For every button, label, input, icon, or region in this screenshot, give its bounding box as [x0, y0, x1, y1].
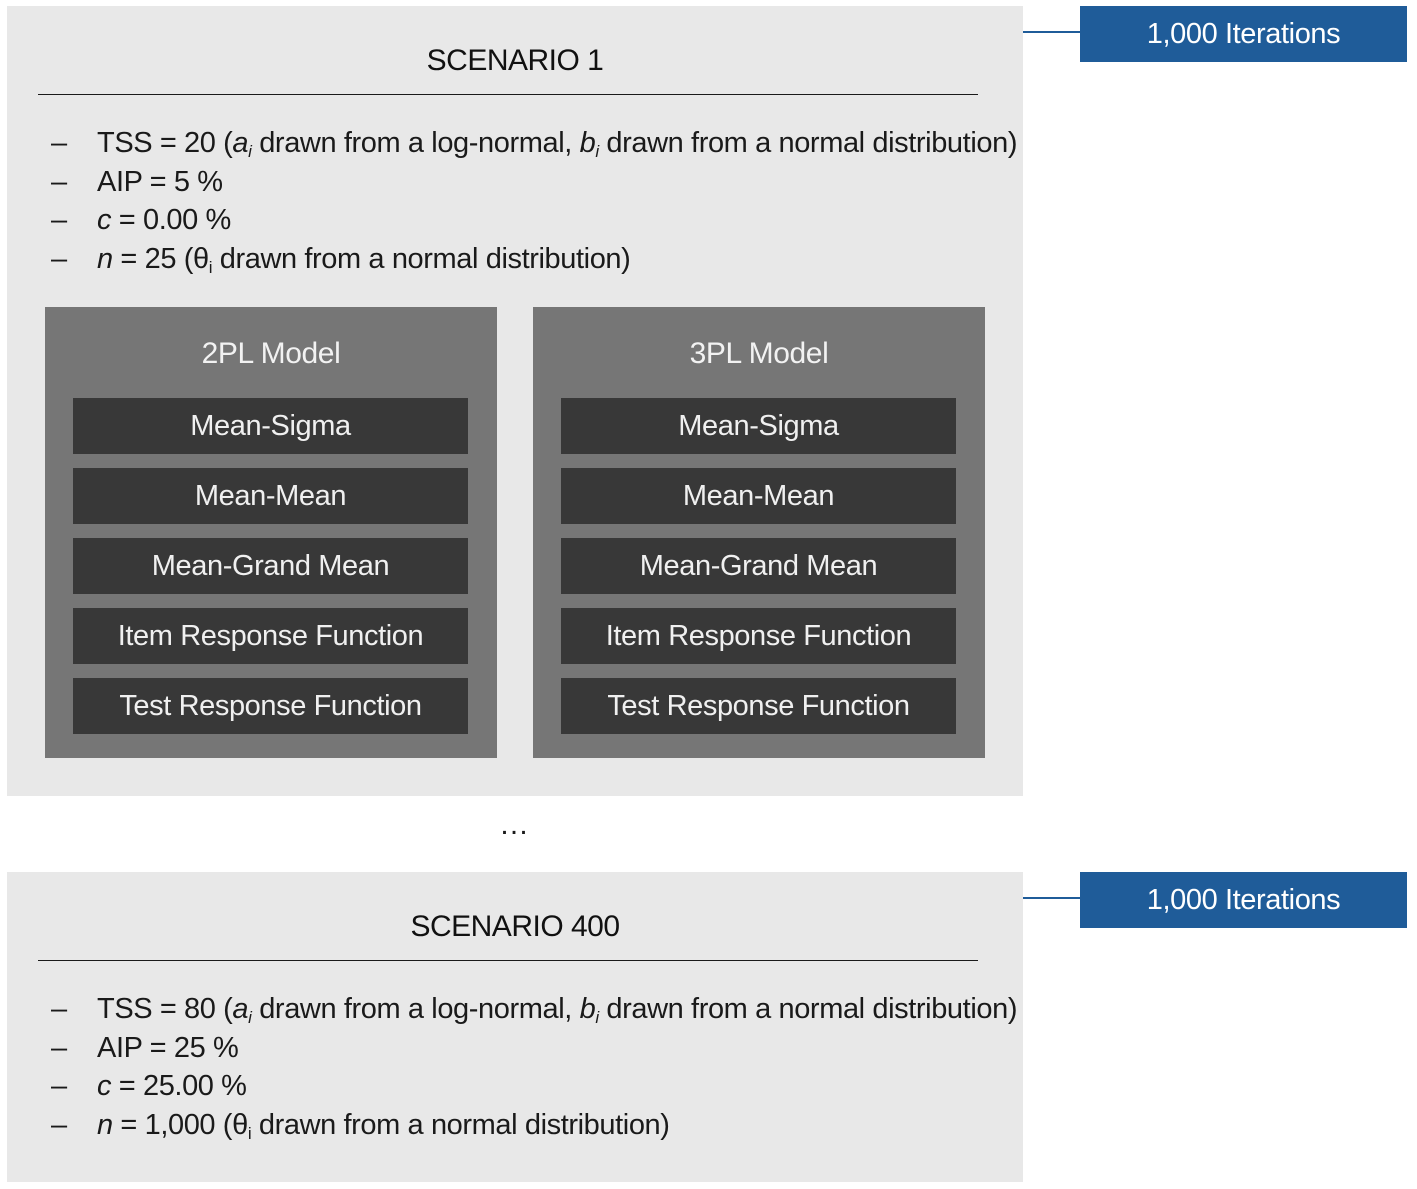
ellipsis: … — [499, 808, 531, 841]
param-aip — [7, 1029, 1017, 1068]
param-tss — [7, 990, 1017, 1029]
param-n-text: n = 1,000 ($\theta_i$ drawn from a normal distribution) — [97, 1108, 670, 1143]
scenario-1-panel — [7, 6, 1023, 796]
model-2pl-box — [45, 307, 497, 758]
param-n — [7, 240, 1017, 279]
method-mean-mean: Mean-Mean — [561, 468, 956, 524]
method-item-response-function: Item Response Function — [73, 608, 468, 664]
param-c — [7, 201, 1017, 240]
param-n-text: n = 25 ($\theta_i$ drawn from a normal distribution) — [97, 242, 631, 277]
method-mean-grand-mean: Mean-Grand Mean — [561, 538, 956, 594]
method-mean-mean: Mean-Mean — [73, 468, 468, 524]
bullet-dash: – — [51, 993, 67, 1025]
bullet-dash: – — [51, 165, 67, 198]
scenario-1-divider — [38, 94, 978, 95]
bullet-dash: – — [51, 1031, 67, 1064]
param-aip — [7, 163, 1017, 202]
scenario-1-params — [7, 124, 1017, 278]
scenario-1-iterations-badge: 1,000 Iterations — [1080, 6, 1407, 62]
method-item-response-function: Item Response Function — [561, 608, 956, 664]
bullet-dash: – — [51, 1070, 67, 1102]
scenario-400-panel — [7, 872, 1023, 1182]
param-aip-text: AIP = 25 % — [97, 1031, 239, 1064]
scenario-400-divider — [38, 960, 978, 961]
scenario-400-iterations-badge: 1,000 Iterations — [1080, 872, 1407, 928]
model-3pl-title: 3PL Model — [689, 337, 829, 370]
method-mean-grand-mean: Mean-Grand Mean — [73, 538, 468, 594]
bullet-dash: – — [51, 204, 67, 236]
param-tss-text: TSS = 80 ($a_i$ drawn from a log-normal, $b_i$ drawn from a normal distribution) — [97, 993, 1018, 1027]
param-c-text: c = 25.00 % — [97, 1070, 247, 1102]
scenario-400-params — [7, 990, 1017, 1144]
param-c-text: c = 0.00 % — [97, 204, 231, 236]
bullet-dash: – — [51, 1108, 67, 1141]
param-tss — [7, 124, 1017, 163]
scenario-1-title: SCENARIO 1 — [426, 44, 604, 77]
bullet-dash: – — [51, 127, 67, 159]
method-mean-sigma: Mean-Sigma — [73, 398, 468, 454]
param-c — [7, 1067, 1017, 1106]
method-test-response-function: Test Response Function — [561, 678, 956, 734]
bullet-dash: – — [51, 242, 67, 275]
method-test-response-function: Test Response Function — [73, 678, 468, 734]
param-n — [7, 1106, 1017, 1145]
scenario-400-connector — [1023, 897, 1080, 899]
scenario-1-connector — [1023, 31, 1080, 33]
method-mean-sigma: Mean-Sigma — [561, 398, 956, 454]
scenario-400-title: SCENARIO 400 — [410, 910, 620, 943]
param-tss-text: TSS = 20 ($a_i$ drawn from a log-normal, $b_i$ drawn from a normal distribution) — [97, 127, 1018, 161]
param-aip-text: AIP = 5 % — [97, 165, 223, 198]
model-2pl-title: 2PL Model — [201, 337, 341, 370]
model-3pl-box — [533, 307, 985, 758]
